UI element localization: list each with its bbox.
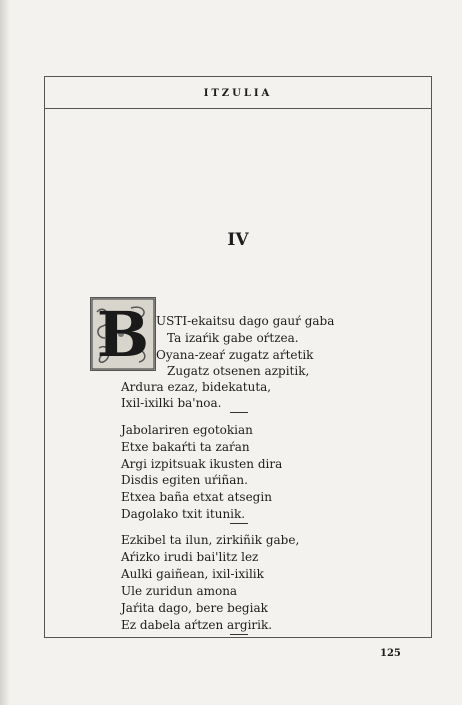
drop-cap-letter: B bbox=[96, 298, 150, 370]
poem-line: Dagolako txit itunik. bbox=[121, 507, 246, 521]
poem-line: Aŕizko irudi bai'litz lez bbox=[121, 550, 259, 564]
poem-line: Aulki gaiñean, ixil-ixilik bbox=[121, 567, 264, 581]
stanza-separator bbox=[230, 412, 248, 413]
poem-line: Jabolariren egotokian bbox=[121, 423, 253, 437]
poem-line: Ez dabela aŕtzen argirik. bbox=[121, 618, 273, 632]
running-head: ITZULIA bbox=[203, 88, 273, 99]
poem-line: Ule zuridun amona bbox=[121, 584, 238, 598]
page-edge bbox=[0, 0, 10, 705]
poem-line: USTI-ekaitsu dago gauŕ gaba bbox=[156, 314, 335, 328]
poem-line: Ardura ezaz, bidekatuta, bbox=[121, 380, 272, 394]
drop-cap-ornament bbox=[90, 297, 156, 371]
ornament-flourish bbox=[91, 298, 155, 370]
poem-line: Ta izaŕik gabe oŕtzea. bbox=[167, 331, 299, 345]
poem-line: Oyana-zeaŕ zugatz aŕtetik bbox=[156, 348, 314, 362]
chapter-numeral: IV bbox=[227, 230, 249, 250]
poem-line: Ezkibel ta ilun, zirkiñik gabe, bbox=[121, 533, 300, 547]
poem-line: Jaŕita dago, bere begiak bbox=[121, 601, 268, 615]
poem-line: Etxe bakaŕti ta zaŕan bbox=[121, 440, 250, 454]
stanza-separator bbox=[230, 634, 248, 635]
page-number: 125 bbox=[380, 648, 401, 659]
poem-line: Zugatz otsenen azpitik, bbox=[167, 364, 310, 378]
header-rule bbox=[44, 108, 432, 109]
poem-line: Ixil-ixilki ba'noa. bbox=[121, 396, 222, 410]
poem-line: Disdis egiten uŕiñan. bbox=[121, 473, 248, 487]
poem-line: Etxea baña etxat atsegin bbox=[121, 490, 272, 504]
stanza-separator bbox=[230, 523, 248, 524]
poem-line: Argi izpitsuak ikusten dira bbox=[121, 457, 283, 471]
